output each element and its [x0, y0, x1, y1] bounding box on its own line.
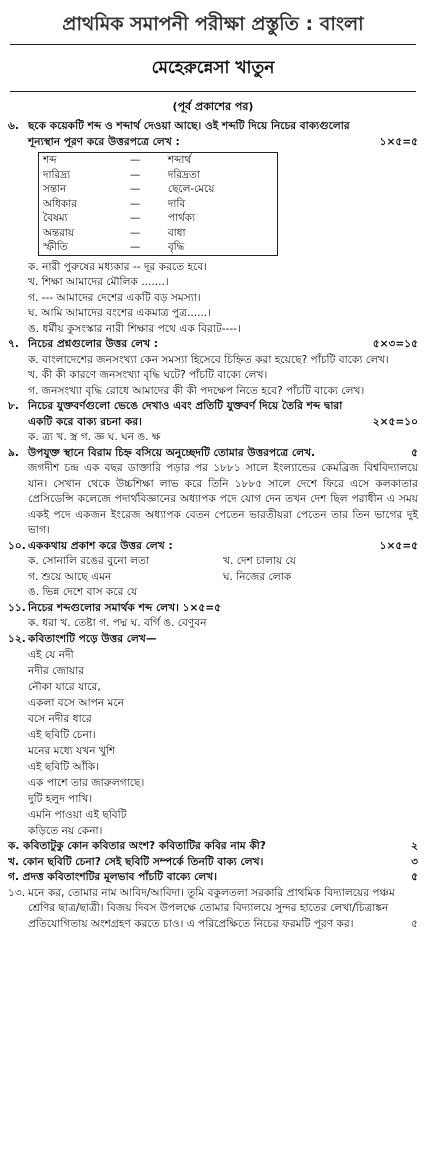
question-9 [8, 446, 418, 539]
list-item: গ. জনসংখ্যা বৃদ্ধি রোধে আমাদের কী কী পদক্ষেপ নিতে হবে? পাঁচটি বাক্যে লেখ। [28, 384, 365, 397]
list-item: গ. --- আমাদের দেশের একটি বড় সমস্যা। [28, 291, 201, 304]
list-item: খ. শিক্ষা আমাদের মৌলিক .......। [28, 276, 169, 288]
list-item: খ. দেশ চালায় যে [223, 555, 296, 567]
title-divider [10, 44, 416, 45]
question-11 [8, 601, 418, 632]
sub-question: খ. কোন ছবিটি চেনা? সেই ছবিটি সম্পর্কে তিনটি বাক্য লেখ। ৩ [8, 855, 418, 868]
question-text: ছকে কয়েকটি শব্দ ও শব্দার্থ দেওয়া আছে। ওই শব্দটি দিয়ে নিচের বাক্যগুলোর শূন্যস্থান পূরণ করে উত্তরপত্রে লেখ : [28, 120, 350, 148]
question-marks: ৫×৩=১৫ [372, 338, 418, 350]
poem-line: নদীর জোয়ার [28, 665, 85, 677]
table-row: দারিদ্র্য — দরিদ্রতা [43, 168, 200, 181]
question-number: ৭. [8, 338, 19, 350]
question-marks: ১×৫=৫ [379, 539, 418, 552]
poem-line: দুটি হলুদ পাখি। [28, 793, 93, 805]
list-item: ক. নারী পুরুষের মধ্যকার -- দূর করতে হবে। [28, 260, 208, 273]
question-marks: ২×৫=১০ [372, 415, 418, 428]
table-row: অধিকার — দাবি [43, 197, 186, 210]
question-text: নিচের প্রশ্নগুলোর উত্তর লেখ : [28, 338, 158, 350]
poem-line: কড়িতে নয় কেনা। [28, 825, 103, 837]
question-text: উপযুক্ত স্থানে বিরাম চিহ্ন বসিয়ে অনুচ্ছেদটি তোমার উত্তরপত্রে লেখ. [28, 446, 316, 459]
poem-line: এই যে নদী [28, 649, 74, 661]
question-marks: ৫ [411, 917, 418, 930]
question-text: নিচের শব্দগুলোর সমার্থক শব্দ লেখ। ১×৫=৫ [28, 601, 221, 614]
question-number: ১৩. [8, 886, 26, 899]
word-meaning-table [38, 152, 278, 256]
list-item: ক. বাংলাদেশের জনসংখ্যা কেন সমস্যা হিসেবে চিহ্নিত করা হয়েছে? পাঁচটি বাক্যে লেখ। [28, 353, 389, 366]
author-name: মেহেরুন্নেসা খাতুন [151, 58, 275, 78]
poem-line: এই ছবিটি চেনা। [28, 729, 96, 741]
page-title: প্রাথমিক সমাপনী পরীক্ষা প্রস্তুতি : বাংলা [62, 13, 364, 35]
sub-question: ক. কবিতাটুকু কোন কবিতার অংশ? কবিতাটির কবির নাম কী? ২ [8, 840, 418, 852]
question-8 [8, 399, 418, 446]
question-number: ৬. [8, 120, 19, 132]
previous-note: (পূর্ব প্রকাশের পর) [172, 100, 254, 113]
poem [8, 647, 418, 839]
question-number: ১০. [8, 539, 26, 552]
question-text: এককথায় প্রকাশ করে উত্তর লেখ : [28, 539, 173, 552]
table-row: সন্তান — ছেলে-মেয়ে [43, 183, 215, 195]
poem-line: বসে নদীর ধারে [28, 713, 92, 725]
question-text: মনে কর, তোমার নাম আবিদ/আবিদা। তুমি বকুলতলা সরকারি প্রাথমিক বিদ্যালয়ের পঞ্চম শ্রেণির ছাত্র/ছাত্রী। বিজয় দিবস উপলক্ষে তোমার বিদ্যালয়ে সুন্দর হাতের লেখা/চিত্রাঙ্কন প্রতিযোগিতায় অংশগ্রহণ করতে চাও। এ পরিপ্রেক্ষিতে নিচের ফরমটি পূরণ কর। [28, 886, 395, 930]
question-number: ৯. [8, 446, 19, 459]
list-item: গ. শুয়ে আছে এমন [28, 570, 112, 583]
table-row: অন্তরায় — বাধা [43, 226, 186, 239]
poem-line: নৌকা যারে যারে, [28, 681, 101, 693]
question-13 [8, 886, 418, 933]
sub-question: গ. প্রদত্ত কবিতাংশটির মূলভাব পাঁচটি বাক্যে লেখ। ৫ [8, 871, 418, 883]
question-text: নিচের যুক্তবর্ণগুলো ভেঙে দেখাও এবং প্রতিটি যুক্তবর্ণ দিয়ে তৈরি শব্দ দ্বারা একটি করে বাক্য রচনা কর। [28, 400, 343, 428]
poem-line: একলা বসে আপন মনে [28, 697, 125, 709]
poem-line: মনের মধ্যে যখন খুশি [28, 745, 116, 757]
list-item: ঙ. ভিন্ন দেশে বাস করে যে [28, 586, 138, 598]
question-12 [8, 632, 418, 886]
list-item: ক. সোনালি রঙের বুনো লতা [28, 555, 150, 567]
question-number: ৮. [8, 400, 19, 412]
table-row: শব্দ — শব্দার্থ [43, 154, 192, 166]
question-7 [8, 337, 418, 399]
poem-line: এই ছবিটি আঁকি। [28, 761, 100, 773]
list-item: ঘ. নিজের লোক [223, 570, 292, 583]
question-number: ১১. [8, 601, 26, 614]
list-item: ক. ধরা খ. তেষ্টা গ. পদ্ম ঘ. বর্গি ঙ. বেণুবন [28, 617, 207, 629]
question-marks: ৫ [411, 446, 418, 459]
paragraph: জগদীশ চন্দ্র এক বছর ডাক্তারি পড়ার পর ১৮৮১ সালে ইংল্যান্ডের কেমব্রিজ বিশ্ববিদ্যালয়ে যান। সেখান থেকে উচ্চশিক্ষা লাভ করে তিনি ১৮৮৫ সালে দেশে ফিরে এসে কলকাতার প্রেসিডেন্সি কলেজে পদার্থবিজ্ঞানের অধ্যাপক পদে যোগ দেন তখন দেশ ছিল পরাধীন এ সময় একই পদে একজন ইংরেজ অধ্যাপক বেতন পেতেন ভারতীয়রা পেতেন তার তিন ভাগের দুই ভাগ। [28, 462, 418, 536]
list-item: ক. ত্র্য খ. স্ত্র গ. জ্ঞ ঘ. ঘন ঙ. ক্ষ [28, 431, 161, 443]
question-6 [8, 119, 418, 337]
poem-line: এমনি পাওয়া এই ছবিটি [28, 809, 127, 821]
question-text: কবিতাংশটি পড়ে উত্তর লেখ— [28, 632, 157, 645]
poem-line: এক পাশে তার জারুলগাছে। [28, 777, 145, 789]
list-item: খ. কী কী কারণে জনসংখ্যা বৃদ্ধি ঘটে? পাঁচটি বাক্যে লেখ। [28, 369, 268, 381]
table-row: বৈষম্য — পার্থক্য [43, 212, 195, 224]
question-marks: ১×৫=৫ [379, 135, 418, 148]
list-item: ঘ. আমি আমাদের বংশের একমাত্র পুত্র......। [28, 307, 211, 319]
table-row: স্ফীতি — বৃদ্ধি [43, 241, 185, 253]
list-item: ঙ. ধর্মীয় কুসংস্কার নারী শিক্ষার পথে এক বিরাট----। [28, 322, 241, 335]
question-number: ১২. [8, 632, 26, 645]
question-10 [8, 539, 418, 601]
author-divider [10, 91, 416, 92]
